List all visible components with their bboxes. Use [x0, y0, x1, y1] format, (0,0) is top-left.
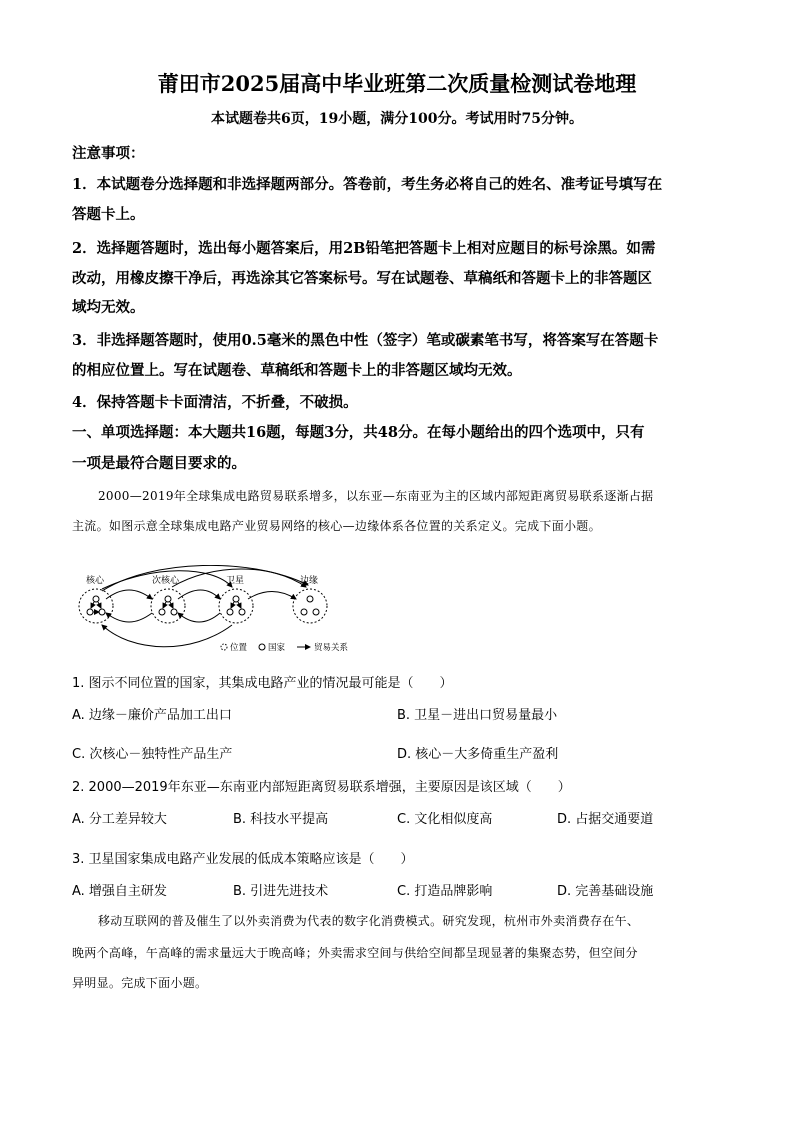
option-a[interactable]: A. 分工差异较大 [72, 812, 167, 827]
passage-line: 异明显。完成下面小题。 [72, 976, 208, 990]
label-subcore: 次核心 [152, 576, 180, 586]
notice-line: 3．非选择题答题时，使用0.5毫米的黑色中性（签字）笔或碳素笔书写，将答案写在答题卡 [72, 332, 659, 349]
option-c[interactable]: C. 次核心－独特性产品生产 [72, 747, 233, 762]
notice-line: 1．本试题卷分选择题和非选择题两部分。答卷前，考生务必将自己的姓名、准考证号填写在 [72, 176, 663, 193]
notice-heading: 注意事项： [72, 145, 145, 162]
notice-line: 4．保持答题卡卡面清洁，不折叠，不破损。 [72, 394, 358, 411]
option-b[interactable]: B. 引进先进技术 [233, 884, 329, 899]
option-a[interactable]: A. 增强自主研发 [72, 884, 167, 899]
legend-trade: 贸易关系 [314, 643, 349, 653]
subcore-circle [151, 589, 185, 623]
satellite-circle [219, 589, 253, 623]
legend-position: 位置 [230, 643, 248, 653]
question-stem: 3. 卫星国家集成电路产业发展的低成本策略应该是（ ） [72, 852, 414, 867]
option-c[interactable]: C. 打造品牌影响 [397, 884, 493, 899]
notice-line: 域均无效。 [72, 299, 145, 316]
passage-line: 2000—2019年全球集成电路贸易联系增多，以东亚—东南亚为主的区域内部短距离贸易联系逐渐占据 [98, 489, 654, 503]
notice-line: 2．选择题答题时，选出每小题答案后，用2B铅笔把答题卡上相对应题目的标号涂黑。如需 [72, 240, 656, 257]
section-heading: 一、单项选择题：本大题共16题，每题3分，共48分。在每小题给出的四个选项中，只有 [72, 424, 645, 441]
label-satellite: 卫星 [226, 576, 245, 586]
option-d[interactable]: D. 核心－大多倚重生产盈利 [397, 747, 559, 762]
passage-line: 晚两个高峰，午高峰的需求量远大于晚高峰；外卖需求空间与供给空间都呈现显著的集聚态势，但空间分 [72, 946, 638, 960]
core-periphery-diagram [72, 565, 372, 655]
notice-line: 的相应位置上。写在试题卷、草稿纸和答题卡上的非答题区域均无效。 [72, 362, 522, 379]
option-b[interactable]: B. 科技水平提高 [233, 812, 329, 827]
page-title: 莆田市2025届高中毕业班第二次质量检测试卷地理 [157, 71, 637, 96]
passage-line: 主流。如图示意全球集成电路产业贸易网络的核心—边缘体系各位置的关系定义。完成下面小题。 [72, 519, 601, 533]
legend-country: 国家 [268, 643, 286, 653]
question-stem: 1. 图示不同位置的国家，其集成电路产业的情况最可能是（ ） [72, 676, 453, 691]
section-heading: 一项是最符合题目要求的。 [72, 455, 246, 472]
option-d[interactable]: D. 完善基础设施 [557, 884, 654, 899]
option-c[interactable]: C. 文化相似度高 [397, 812, 493, 827]
core-circle [79, 589, 113, 623]
notice-line: 改动，用橡皮擦干净后，再选涂其它答案标号。写在试题卷、草稿纸和答题卡上的非答题区 [72, 270, 652, 287]
page-subtitle: 本试题卷共6页，19小题，满分100分。考试用时75分钟。 [211, 111, 583, 127]
notice-line: 答题卡上。 [72, 206, 145, 223]
question-stem: 2. 2000—2019年东亚—东南亚内部短距离贸易联系增强，主要原因是该区域（ ） [72, 780, 571, 795]
option-d[interactable]: D. 占据交通要道 [557, 812, 654, 827]
edge-circle [293, 589, 327, 623]
passage-line: 移动互联网的普及催生了以外卖消费为代表的数字化消费模式。研究发现，杭州市外卖消费存在午、 [98, 914, 640, 928]
option-b[interactable]: B. 卫星－进出口贸易量最小 [397, 708, 558, 723]
option-a[interactable]: A. 边缘－廉价产品加工出口 [72, 708, 232, 723]
label-core: 核心 [86, 576, 105, 586]
label-edge: 边缘 [300, 576, 319, 586]
